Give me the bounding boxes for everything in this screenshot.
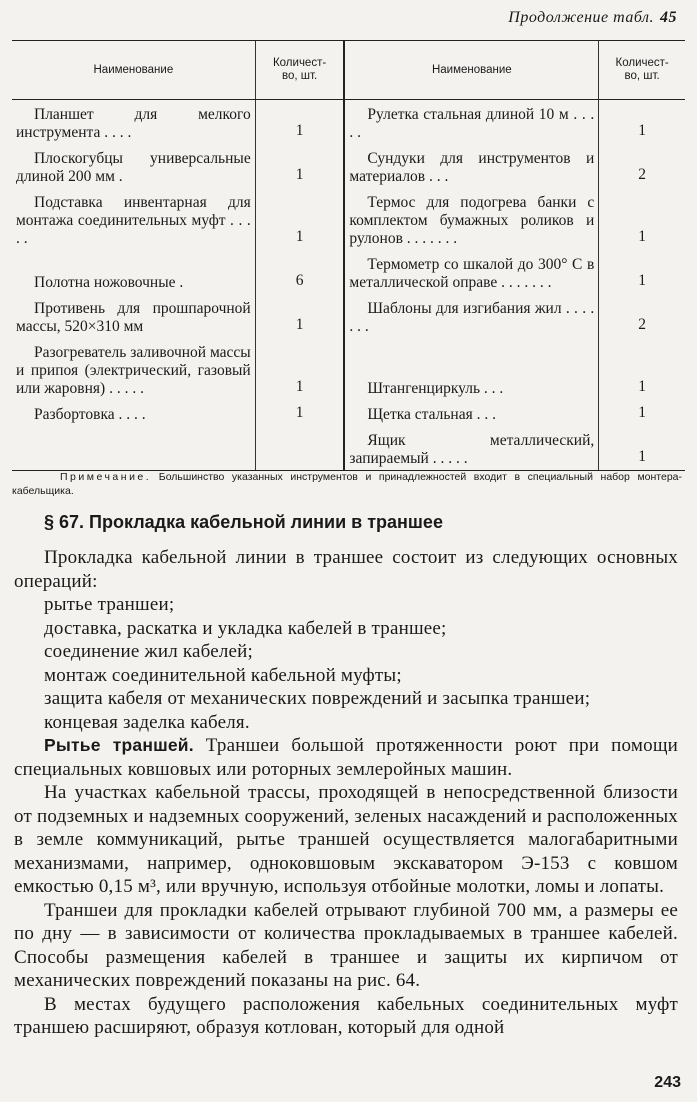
table-row <box>12 400 685 426</box>
note-text: Большинство указанных инструментов и принадлежностей входит в специальный набор монтера-кабельщика. <box>12 471 683 497</box>
page-number: 243 <box>654 1074 681 1091</box>
operation-item: доставка, раскатка и укладка кабелей в траншее; <box>44 617 447 639</box>
right-item-qty: 1 <box>599 400 685 426</box>
paragraph-trench-digging <box>14 734 678 781</box>
operation-item: соединение жил кабелей; <box>44 641 254 662</box>
left-item-name: Разогреватель заливочной массы и припоя (электрический, газовый или жаровня) . . . . . <box>16 344 251 397</box>
right-item-qty: 1 <box>599 338 685 400</box>
right-item-qty: 1 <box>599 188 685 250</box>
operation-item: концевая заделка кабеля. <box>44 711 250 733</box>
table-row <box>12 294 685 338</box>
qty-header-line2: во, шт. <box>281 70 318 82</box>
main-text <box>14 546 678 1040</box>
paragraph-text: Траншеи большой протяженности роют при помощи специальных ковшовых или роторных землеройных машин. <box>14 735 679 780</box>
note-label: Примечание. <box>60 471 152 483</box>
left-item-qty: 1 <box>255 338 344 400</box>
table-number: 45 <box>660 9 677 26</box>
left-item-name: Полотна ножовочные . <box>34 274 184 291</box>
table-row <box>12 250 685 294</box>
qty-header-line1: Количест- <box>272 57 327 69</box>
right-item-qty: 1 <box>599 426 685 471</box>
right-item-qty: 1 <box>599 250 685 294</box>
left-item-qty: 1 <box>255 294 344 338</box>
intro-paragraph: Прокладка кабельной линии в траншее состоит из следующих основных операций: <box>14 547 678 592</box>
table-row <box>12 144 685 188</box>
left-item-qty: 1 <box>255 400 344 426</box>
qty-header-line2: во, шт. <box>624 70 660 82</box>
operation-item: монтаж соединительной кабельной муфты; <box>44 664 402 686</box>
left-item-name: Подставка инвентарная для монтажа соединительных муфт . . . . . <box>16 194 251 247</box>
left-item-qty: 1 <box>255 144 344 188</box>
left-item-qty: 1 <box>255 188 344 250</box>
left-item-qty-empty <box>255 426 344 471</box>
right-item-name: Термометр со шкалой до 300° С в металлической оправе . . . . . . . <box>344 250 598 294</box>
paragraph: В местах будущего расположения кабельных соединительных муфт траншею расширяют, образуя котлован, который для одной <box>14 993 678 1038</box>
col-header-qty-right <box>599 41 685 100</box>
operation-item: рытье траншеи; <box>44 594 175 615</box>
right-item-name: Термос для подогрева банки с комплектом бумажных роликов и рулонов . . . . . . . <box>344 188 598 250</box>
paragraph: Траншеи для прокладки кабелей отрывают глубиной 700 мм, а размеры ее по дну — в зависимости от количества прокладываемых в траншее кабелей. Способы размещения кабелей в траншее и защиты их кирпичом от механических повреждений показаны на рис. 64. <box>14 899 678 991</box>
paragraph: На участках кабельной трассы, проходящей в непосредственной близости от подземных и надземных сооружений, зеленых насаждений и расположенных в земле коммуникаций, рытье траншей осуществляется малогабаритными механизмами, например, одноковшовым экскаватором Э-153 с ковшом емкостью 0,15 м³, или вручную, используя отбойные молотки, ломы и лопаты. <box>14 782 678 897</box>
left-item-name: Противень для прошпарочной массы, 520×310 мм <box>16 300 251 335</box>
col-header-qty-left <box>255 41 344 100</box>
left-item-qty: 1 <box>255 100 344 145</box>
right-item-name: Рулетка стальная длиной 10 м . . . . . <box>344 100 598 145</box>
right-item-name: Ящик металлический, запираемый . . . . . <box>344 426 598 471</box>
col-header-name-right: Наименование <box>344 41 598 100</box>
table-row <box>12 426 685 471</box>
table-row <box>12 188 685 250</box>
col-header-name-left: Наименование <box>12 41 255 100</box>
left-item-name: Разбортовка . . . . <box>34 406 146 423</box>
right-item-qty: 1 <box>599 100 685 145</box>
table-note <box>12 470 682 498</box>
table-continuation-header <box>508 9 677 27</box>
left-item-name: Плоскогубцы универсальные длиной 200 мм . <box>16 150 251 185</box>
section-title: § 67. Прокладка кабельной линии в траншее <box>44 512 443 532</box>
operation-item: защита кабеля от механических повреждений и засыпка траншеи; <box>44 688 591 709</box>
qty-header-line1: Количест- <box>615 57 669 69</box>
right-item-name: Шаблоны для изгибания жил . . . . . . . <box>344 294 598 338</box>
right-item-name: Штангенциркуль . . . <box>344 338 598 400</box>
table-row <box>12 100 685 145</box>
table-header-row <box>12 41 685 100</box>
right-item-qty: 2 <box>599 294 685 338</box>
table-row <box>12 338 685 400</box>
continuation-label: Продолжение табл. <box>508 9 654 26</box>
tools-table <box>12 40 685 471</box>
right-item-name: Сундуки для инструментов и материалов . . . <box>344 144 598 188</box>
left-item-qty: 6 <box>255 250 344 294</box>
left-item-empty <box>12 426 255 471</box>
right-item-qty: 2 <box>599 144 685 188</box>
run-in-heading: Рытье траншей. <box>44 735 194 755</box>
left-item-name: Планшет для мелкого инструмента . . . . <box>16 106 251 141</box>
right-item-name: Щетка стальная . . . <box>344 400 598 426</box>
